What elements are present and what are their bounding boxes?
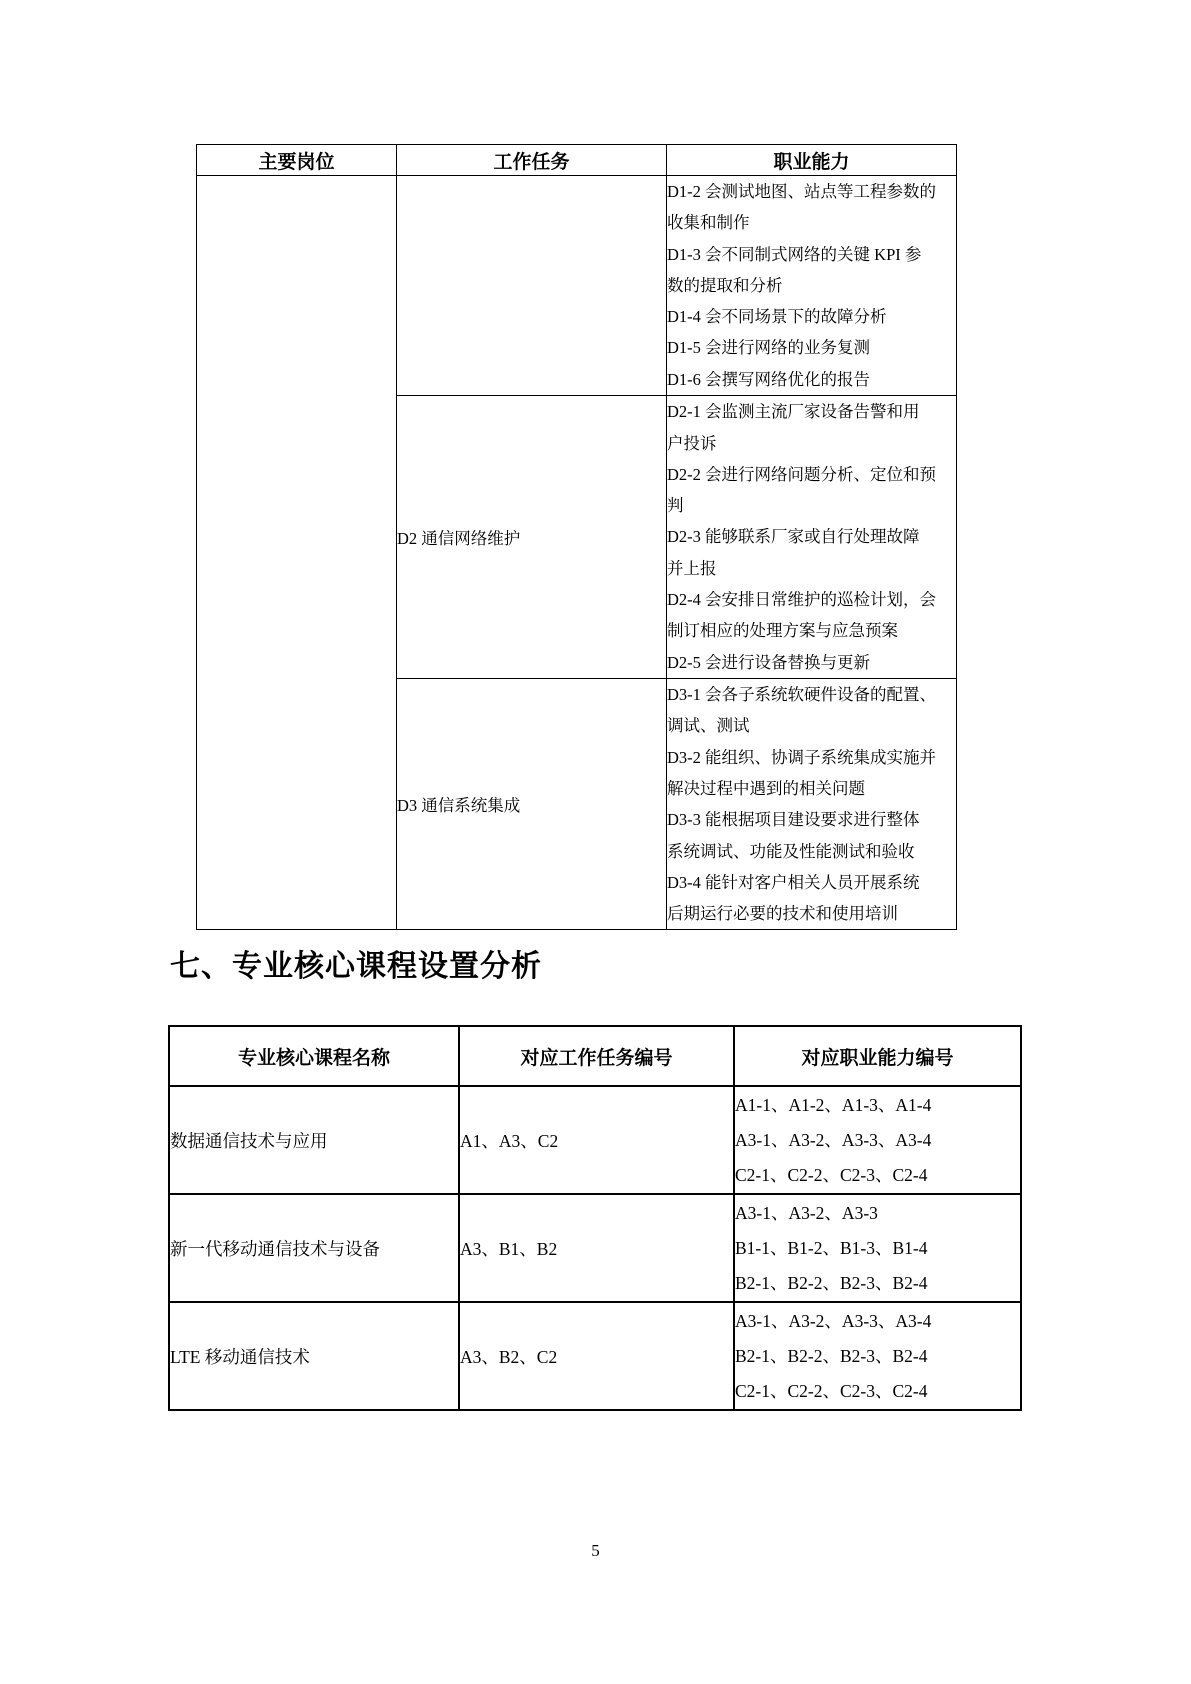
ability-line: 制订相应的处理方案与应急预案 [667,621,898,641]
ability-codes-line: B2-1、B2-2、B2-3、B2-4 [735,1345,928,1366]
table-row [197,176,957,396]
ability-line: D2-1 会监测主流厂家设备告警和用 [667,402,920,422]
ability-codes-cell [734,1086,1021,1194]
ability-line: D2-2 会进行网络问题分析、定位和预 [667,464,937,484]
task-cell-d3: D3 通信系统集成 [397,679,667,930]
ability-cell-d2 [667,396,957,679]
ability-line: D3-1 会各子系统软硬件设备的配置、 [667,685,937,705]
table2-header-ability-codes: 对应职业能力编号 [734,1026,1021,1086]
core-course-analysis-table [168,1025,1022,1411]
table-row [169,1086,1021,1194]
ability-line: 户投诉 [667,433,717,453]
ability-line: D2-3 能够联系厂家或自行处理故障 [667,527,920,547]
ability-codes-line: A3-1、A3-2、A3-3 [735,1202,878,1223]
ability-line: D3-4 能针对客户相关人员开展系统 [667,872,920,892]
ability-codes-line: A3-1、A3-2、A3-3、A3-4 [735,1129,932,1150]
task-cell-d1-empty [397,176,667,396]
job-tasks-abilities-table [196,144,957,930]
ability-line: 判 [667,496,684,516]
table-row [169,1194,1021,1302]
course-cell: LTE 移动通信技术 [169,1302,459,1410]
ability-codes-line: B2-1、B2-2、B2-3、B2-4 [735,1272,928,1293]
ability-line: 系统调试、功能及性能测试和验收 [667,841,915,861]
ability-codes-cell [734,1194,1021,1302]
ability-cell-d3 [667,679,957,930]
table2-header-row [169,1026,1021,1086]
ability-line: 解决过程中遇到的相关问题 [667,778,865,798]
task-codes-cell: A3、B1、B2 [459,1194,734,1302]
task-cell-d2: D2 通信网络维护 [397,396,667,679]
task-codes-cell: A3、B2、C2 [459,1302,734,1410]
ability-line: D1-4 会不同场景下的故障分析 [667,307,887,327]
ability-line: D1-6 会撰写网络优化的报告 [667,369,871,389]
ability-line: D2-4 会安排日常维护的巡检计划，会 [667,590,937,610]
table1-header-task: 工作任务 [397,145,667,176]
task-codes-cell: A1、A3、C2 [459,1086,734,1194]
ability-codes-line: A1-1、A1-2、A1-3、A1-4 [735,1094,932,1115]
table1-header-ability: 职业能力 [667,145,957,176]
page-number: 5 [591,1541,600,1560]
ability-line: D2-5 会进行设备替换与更新 [667,652,871,672]
ability-line: 后期运行必要的技术和使用培训 [667,904,898,924]
ability-line: D1-5 会进行网络的业务复测 [667,338,871,358]
table1-header-row [197,145,957,176]
ability-line: D3-3 能根据项目建设要求进行整体 [667,810,920,830]
ability-line: 收集和制作 [667,213,750,233]
table2-header-task-codes: 对应工作任务编号 [459,1026,734,1086]
ability-codes-line: B1-1、B1-2、B1-3、B1-4 [735,1237,928,1258]
course-cell: 新一代移动通信技术与设备 [169,1194,459,1302]
table-row [169,1302,1021,1410]
ability-line: 并上报 [667,558,717,578]
table2-header-course: 专业核心课程名称 [169,1026,459,1086]
ability-line: D1-2 会测试地图、站点等工程参数的 [667,182,937,201]
ability-line: D1-3 会不同制式网络的关键 KPI 参 [667,244,922,264]
course-cell: 数据通信技术与应用 [169,1086,459,1194]
section-heading: 七、专业核心课程设置分析 [170,950,542,983]
ability-codes-cell [734,1302,1021,1410]
ability-line: 数的提取和分析 [667,275,783,295]
ability-codes-line: A3-1、A3-2、A3-3、A3-4 [735,1310,932,1331]
table1-header-position: 主要岗位 [197,145,397,176]
ability-codes-line: C2-1、C2-2、C2-3、C2-4 [735,1380,928,1401]
ability-codes-line: C2-1、C2-2、C2-3、C2-4 [735,1164,928,1185]
ability-line: 调试、测试 [667,716,750,736]
ability-cell-d1 [667,176,957,396]
position-cell-empty [197,176,397,930]
ability-line: D3-2 能组织、协调子系统集成实施并 [667,747,937,767]
